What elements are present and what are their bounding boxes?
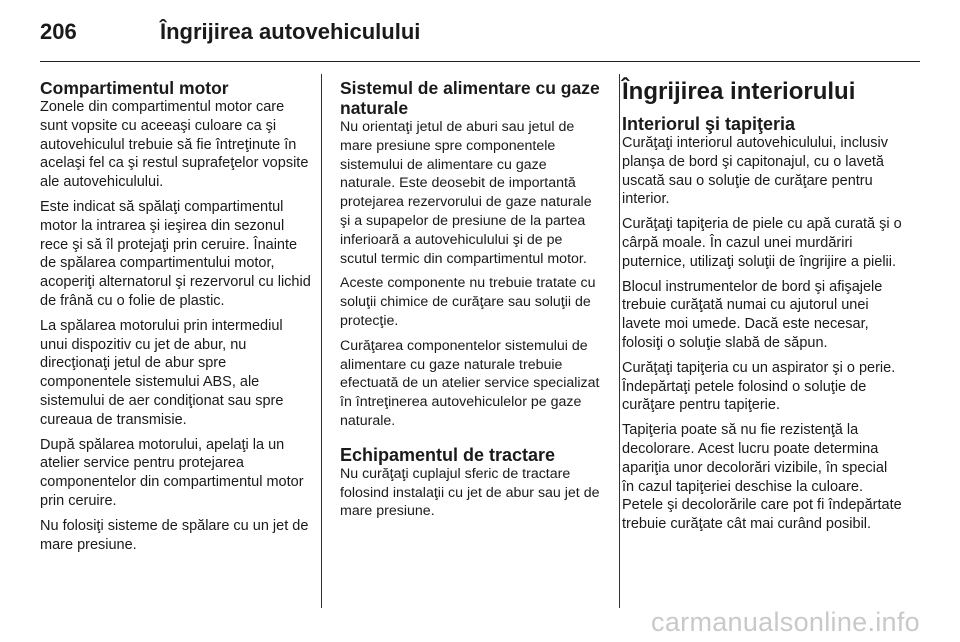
paragraph: La spălarea motorului prin intermediul unui dispozitiv cu jet de abur, nu direcţionaţi jetul de abur spre componentele sistemului ABS, ale sistemului de aer condiţionat sau spre cureaua de transmisie.	[40, 317, 284, 428]
page-number: 206	[40, 19, 77, 44]
page-title: Îngrijirea autovehiculului	[160, 19, 421, 44]
section-heading-natural-gas: Sistemul de alimentare cu gaze naturale	[340, 78, 600, 118]
section-heading-towing-equipment: Echipamentul de tractare	[340, 444, 556, 465]
page-header	[40, 6, 920, 58]
chapter-heading-interior-care: Îngrijirea interiorului	[622, 78, 856, 105]
column-natural-gas-system	[340, 72, 602, 612]
paragraph: Blocul instrumentelor de bord şi afişajele trebuie curăţată numai cu ajutorul unei lavete moi umede. Dacă este necesar, folosiţi o soluţie slabă de săpun.	[622, 278, 883, 351]
column-engine-compartment	[40, 72, 312, 612]
column-interior-care	[622, 72, 902, 612]
paragraph: Este indicat să spălaţi compartimentul motor la intrarea şi ieşirea din sezonul rece şi să îl protejaţi prin ceruire. Înainte de spălarea compartimentului motor, acoperiţi alternatorul şi rezervorul cu lichid de frână cu o folie de plastic.	[40, 198, 311, 309]
paragraph: Curăţaţi interiorul autovehiculului, inclusiv planşa de bord şi capitonajul, cu o lavetă uscată sau o soluţie de curăţare pentru interior.	[622, 135, 888, 208]
section-heading-engine-compartment: Compartimentul motor	[40, 78, 229, 98]
paragraph: Tapiţeria poate să nu fie rezistenţă la decolorare. Acest lucru poate determina apariţia unor decolorări vizibile, în special în cazul tapiţeriei deschise la culoare. Petele şi decolorările care pot fi îndepărtate trebuie curăţate cât mai curând posibil.	[622, 422, 902, 533]
watermark: carmanualsonline.info	[651, 607, 920, 637]
paragraph: Aceste componente nu trebuie tratate cu soluţii chimice de curăţare sau soluţii de protecţie.	[340, 275, 596, 329]
header-divider	[40, 61, 920, 62]
paragraph: Curăţaţi tapiţeria cu un aspirator şi o perie. Îndepărtaţi petele folosind o soluţie de curăţare pentru tapiţerie.	[622, 359, 896, 414]
paragraph: Nu curăţaţi cuplajul sferic de tractare folosind instalaţii cu jet de abur sau jet de mare presiune.	[340, 465, 600, 520]
paragraph: Nu orientaţi jetul de aburi sau jetul de mare presiune spre componentele sistemului de alimentare cu gaze naturale. Este deosebit de importantă protejarea rezervorului de gaze naturale şi a supapelor de presiune de la partea inferioară a autovehiculului şi de pe scutul termic din compartimentul motor.	[340, 119, 592, 267]
paragraph: Curăţarea componentelor sistemului de alimentare cu gaze naturale trebuie efectuată de un atelier service specializat în întreţinerea autovehiculelor pe gaze naturale.	[340, 337, 600, 429]
paragraph: Curăţaţi tapiţeria de piele cu apă curată şi o cârpă moale. În cazul unei murdăriri puternice, utilizaţi soluţii de îngrijire a pielii.	[622, 216, 902, 270]
section-heading-interior-upholstery: Interiorul şi tapiţeria	[622, 114, 796, 134]
column-divider	[619, 74, 620, 608]
paragraph: Zonele din compartimentul motor care sunt vopsite cu aceeaşi culoare ca şi autovehiculul trebuie să fie întreţinute în acelaşi fel ca şi restul suprafeţelor vopsite ale autovehiculului.	[40, 99, 309, 191]
column-divider	[321, 74, 322, 608]
paragraph: După spălarea motorului, apelaţi la un atelier service pentru protejarea componentelor din compartimentul motor prin ceruire.	[40, 436, 304, 509]
paragraph: Nu folosiţi sisteme de spălare cu un jet de mare presiune.	[40, 517, 309, 553]
